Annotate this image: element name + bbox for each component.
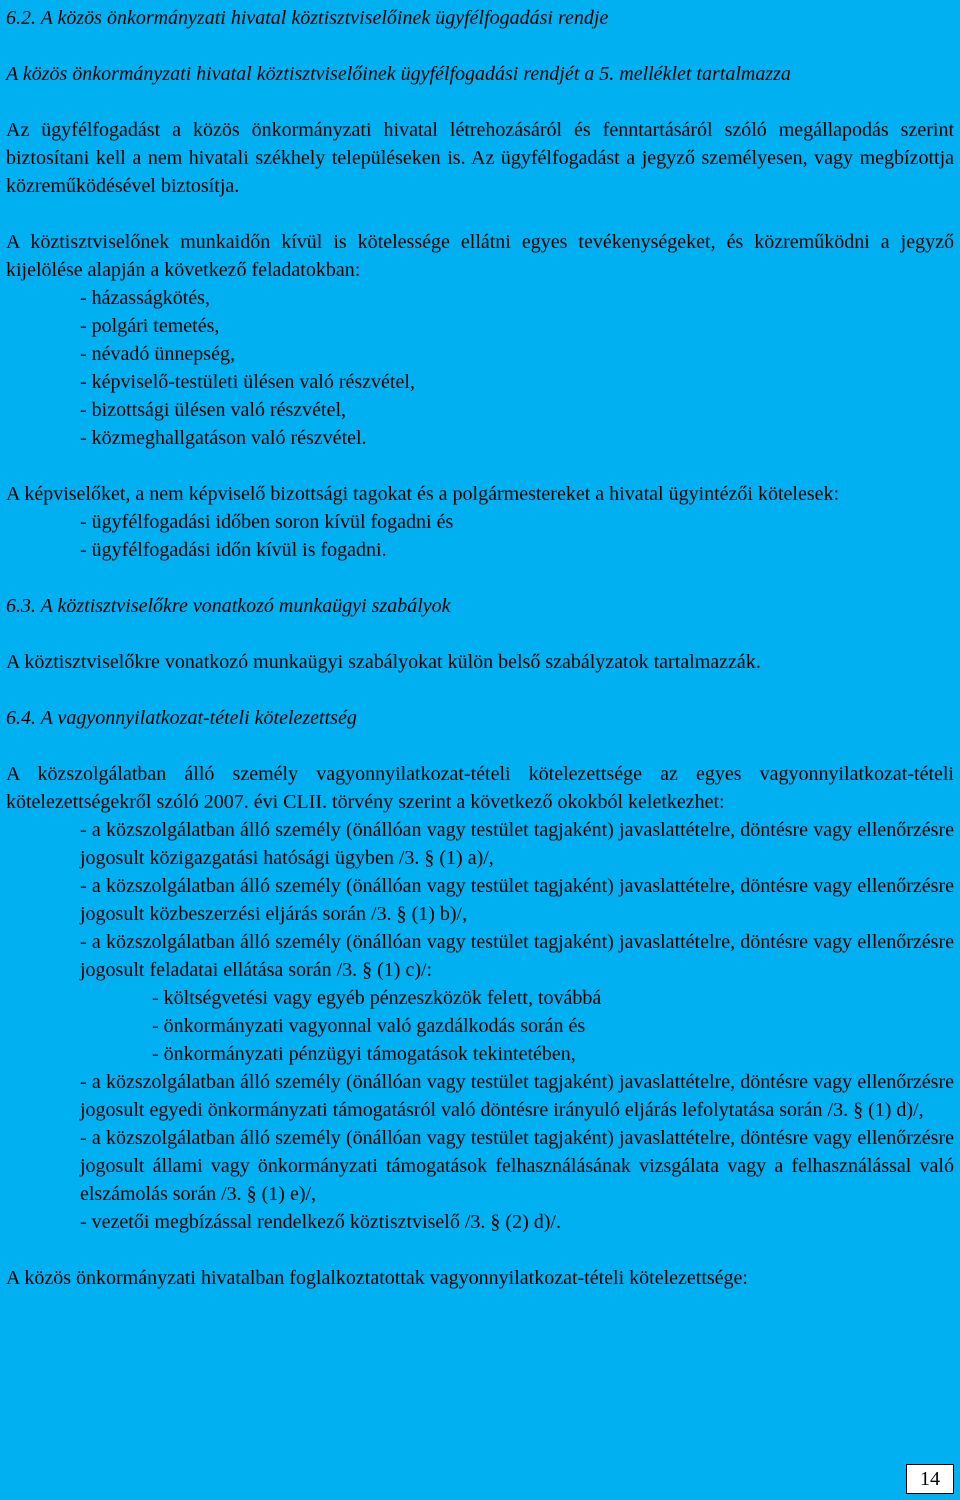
list-item: - a közszolgálatban álló személy (önállóan vagy testület tagjaként) javaslattételre, döntésre vagy ellenőrzésre jogosult feladatai ellátása során /3. § (1) c)/: [80,931,954,981]
list-item: - vezetői megbízással rendelkező köztisztviselő /3. § (2) d)/. [80,1211,561,1233]
paragraph-office-obligation: A közös önkormányzati hivatalban foglalkoztatottak vagyonnyilatkozat-tételi kötelezettsége: [6,1267,748,1289]
reasons-list [6,816,954,1236]
sub-list-item: - önkormányzati vagyonnal való gazdálkodás során és [152,1015,586,1037]
section-heading-6-2: 6.2. A közös önkormányzati hivatal köztisztviselőinek ügyfélfogadási rendje [6,7,609,29]
list-item: - a közszolgálatban álló személy (önállóan vagy testület tagjaként) javaslattételre, döntésre vagy ellenőrzésre jogosult állami vagy önkormányzati támogatások felhasználásának vizsgálata vagy a felhasználással való elszámolás során /3. § (1) e)/, [80,1127,954,1205]
paragraph-reception-order: A közös önkormányzati hivatal köztisztviselőinek ügyfélfogadási rendjét a 5. melléklet tartalmazza [6,63,791,85]
list-item: - ügyfélfogadási időben soron kívül fogadni és [80,511,454,533]
list-item: - közmeghallgatáson való részvétel. [80,427,367,449]
section-heading-6-3: 6.3. A köztisztviselőkre vonatkozó munkaügyi szabályok [6,595,451,617]
list-item: - ügyfélfogadási időn kívül is fogadni. [80,539,387,561]
sub-list-item: - önkormányzati pénzügyi támogatások tekintetében, [152,1043,576,1065]
paragraph-labor-rules: A köztisztviselőkre vonatkozó munkaügyi szabályokat külön belső szabályzatok tartalmazzák. [6,651,761,673]
paragraph-asset-declaration: A közszolgálatban álló személy vagyonnyilatkozat-tételi kötelezettsége az egyes vagyonnyilatkozat-tételi kötelezettségekről szóló 2007. évi CLII. törvény szerint a következő okokból keletkezhet: [6,763,954,813]
obligations-list [6,508,954,564]
paragraph-extra-duties: A köztisztviselőnek munkaidőn kívül is kötelessége ellátni egyes tevékenységeket, és közreműködni a jegyző kijelölése alapján a következő feladatokban: [6,231,954,281]
extra-duties-list [6,284,954,452]
list-item: - a közszolgálatban álló személy (önállóan vagy testület tagjaként) javaslattételre, döntésre vagy ellenőrzésre jogosult közbeszerzési eljárás során /3. § (1) b)/, [80,875,954,925]
list-item: - a közszolgálatban álló személy (önállóan vagy testület tagjaként) javaslattételre, döntésre vagy ellenőrzésre jogosult egyedi önkormányzati támogatásról való döntésre irányuló eljárás lefolytatása során /3. § (1) d)/, [80,1071,954,1121]
list-item: - bizottsági ülésen való részvétel, [80,399,347,421]
section-heading-6-4: 6.4. A vagyonnyilatkozat-tételi kötelezettség [6,707,357,729]
document-page [6,4,954,1292]
list-item: - a közszolgálatban álló személy (önállóan vagy testület tagjaként) javaslattételre, döntésre vagy ellenőrzésre jogosult közigazgatási hatósági ügyben /3. § (1) a)/, [80,819,954,869]
list-item: - névadó ünnepség, [80,343,235,365]
sub-list-item: - költségvetési vagy egyéb pénzeszközök felett, továbbá [152,987,602,1009]
paragraph-representatives: A képviselőket, a nem képviselő bizottsági tagokat és a polgármestereket a hivatal ügyintézői kötelesek: [6,483,840,505]
page-number: 14 [906,1464,954,1494]
paragraph-reception-provision: Az ügyfélfogadást a közös önkormányzati hivatal létrehozásáról és fenntartásáról szóló megállapodás szerint biztosítani kell a nem hivatali székhely településeken is. Az ügyfélfogadást a jegyző személyesen, vagy megbízottja közreműködésével biztosítja. [6,119,954,197]
list-item: - képviselő-testületi ülésen való részvétel, [80,371,415,393]
list-item: - házasságkötés, [80,287,210,309]
list-item: - polgári temetés, [80,315,220,337]
